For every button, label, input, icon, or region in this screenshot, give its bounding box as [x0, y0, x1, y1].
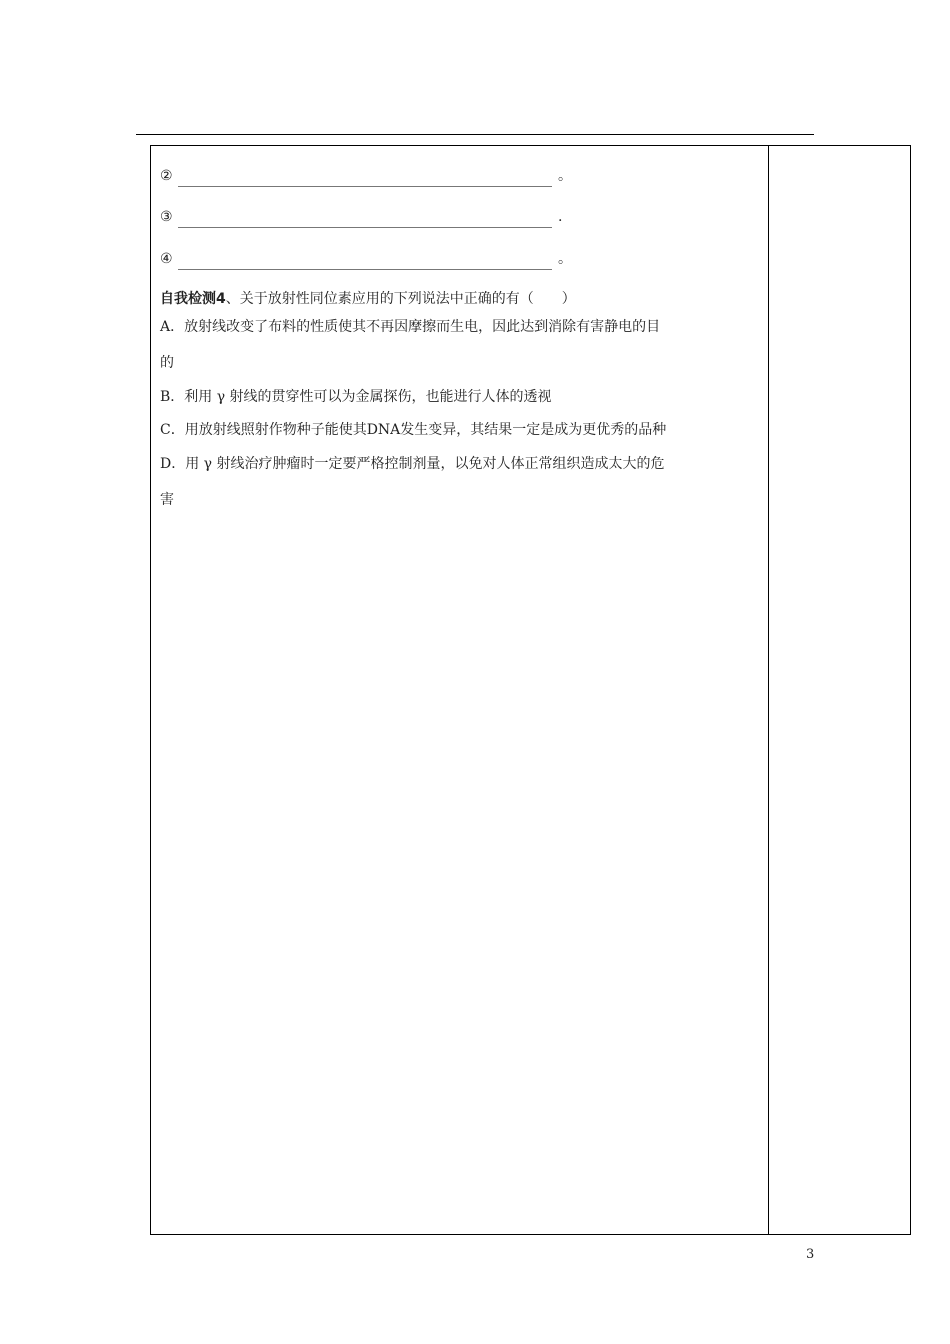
- page-number: 3: [806, 1247, 815, 1262]
- blank-end-punct: .: [558, 209, 563, 225]
- blank-line-4: [160, 248, 572, 270]
- fill-in-blank[interactable]: [178, 172, 552, 187]
- option-d: D．用 γ 射线治疗肿瘤时一定要严格控制剂量，以免对人体正常组织造成太大的危: [160, 456, 665, 472]
- blank-end-punct: 。: [558, 168, 572, 184]
- blank-line-2: [160, 165, 572, 187]
- option-b: B．利用 γ 射线的贯穿性可以为金属探伤，也能进行人体的透视: [160, 389, 552, 405]
- fill-in-blank[interactable]: [178, 213, 552, 228]
- column-divider: [768, 146, 769, 1234]
- question-text: 、关于放射性同位素应用的下列说法中正确的有（ ）: [225, 291, 576, 307]
- question-title: [160, 288, 576, 310]
- header-rule: [136, 134, 814, 135]
- blank-number: ②: [160, 168, 173, 184]
- question-label: 自我检测4: [160, 291, 226, 307]
- fill-in-blank[interactable]: [178, 255, 552, 270]
- blank-number: ③: [160, 209, 173, 225]
- option-d-continued: 害: [160, 492, 174, 508]
- option-a-continued: 的: [160, 355, 174, 371]
- option-a: A．放射线改变了布料的性质使其不再因摩擦而生电，因此达到消除有害静电的目: [160, 319, 661, 335]
- blank-line-3: [160, 206, 562, 228]
- option-c: C．用放射线照射作物种子能使其DNA发生变异，其结果一定是成为更优秀的品种: [160, 422, 667, 438]
- worksheet-table: [150, 145, 911, 1235]
- blank-end-punct: 。: [558, 251, 572, 267]
- blank-number: ④: [160, 251, 173, 267]
